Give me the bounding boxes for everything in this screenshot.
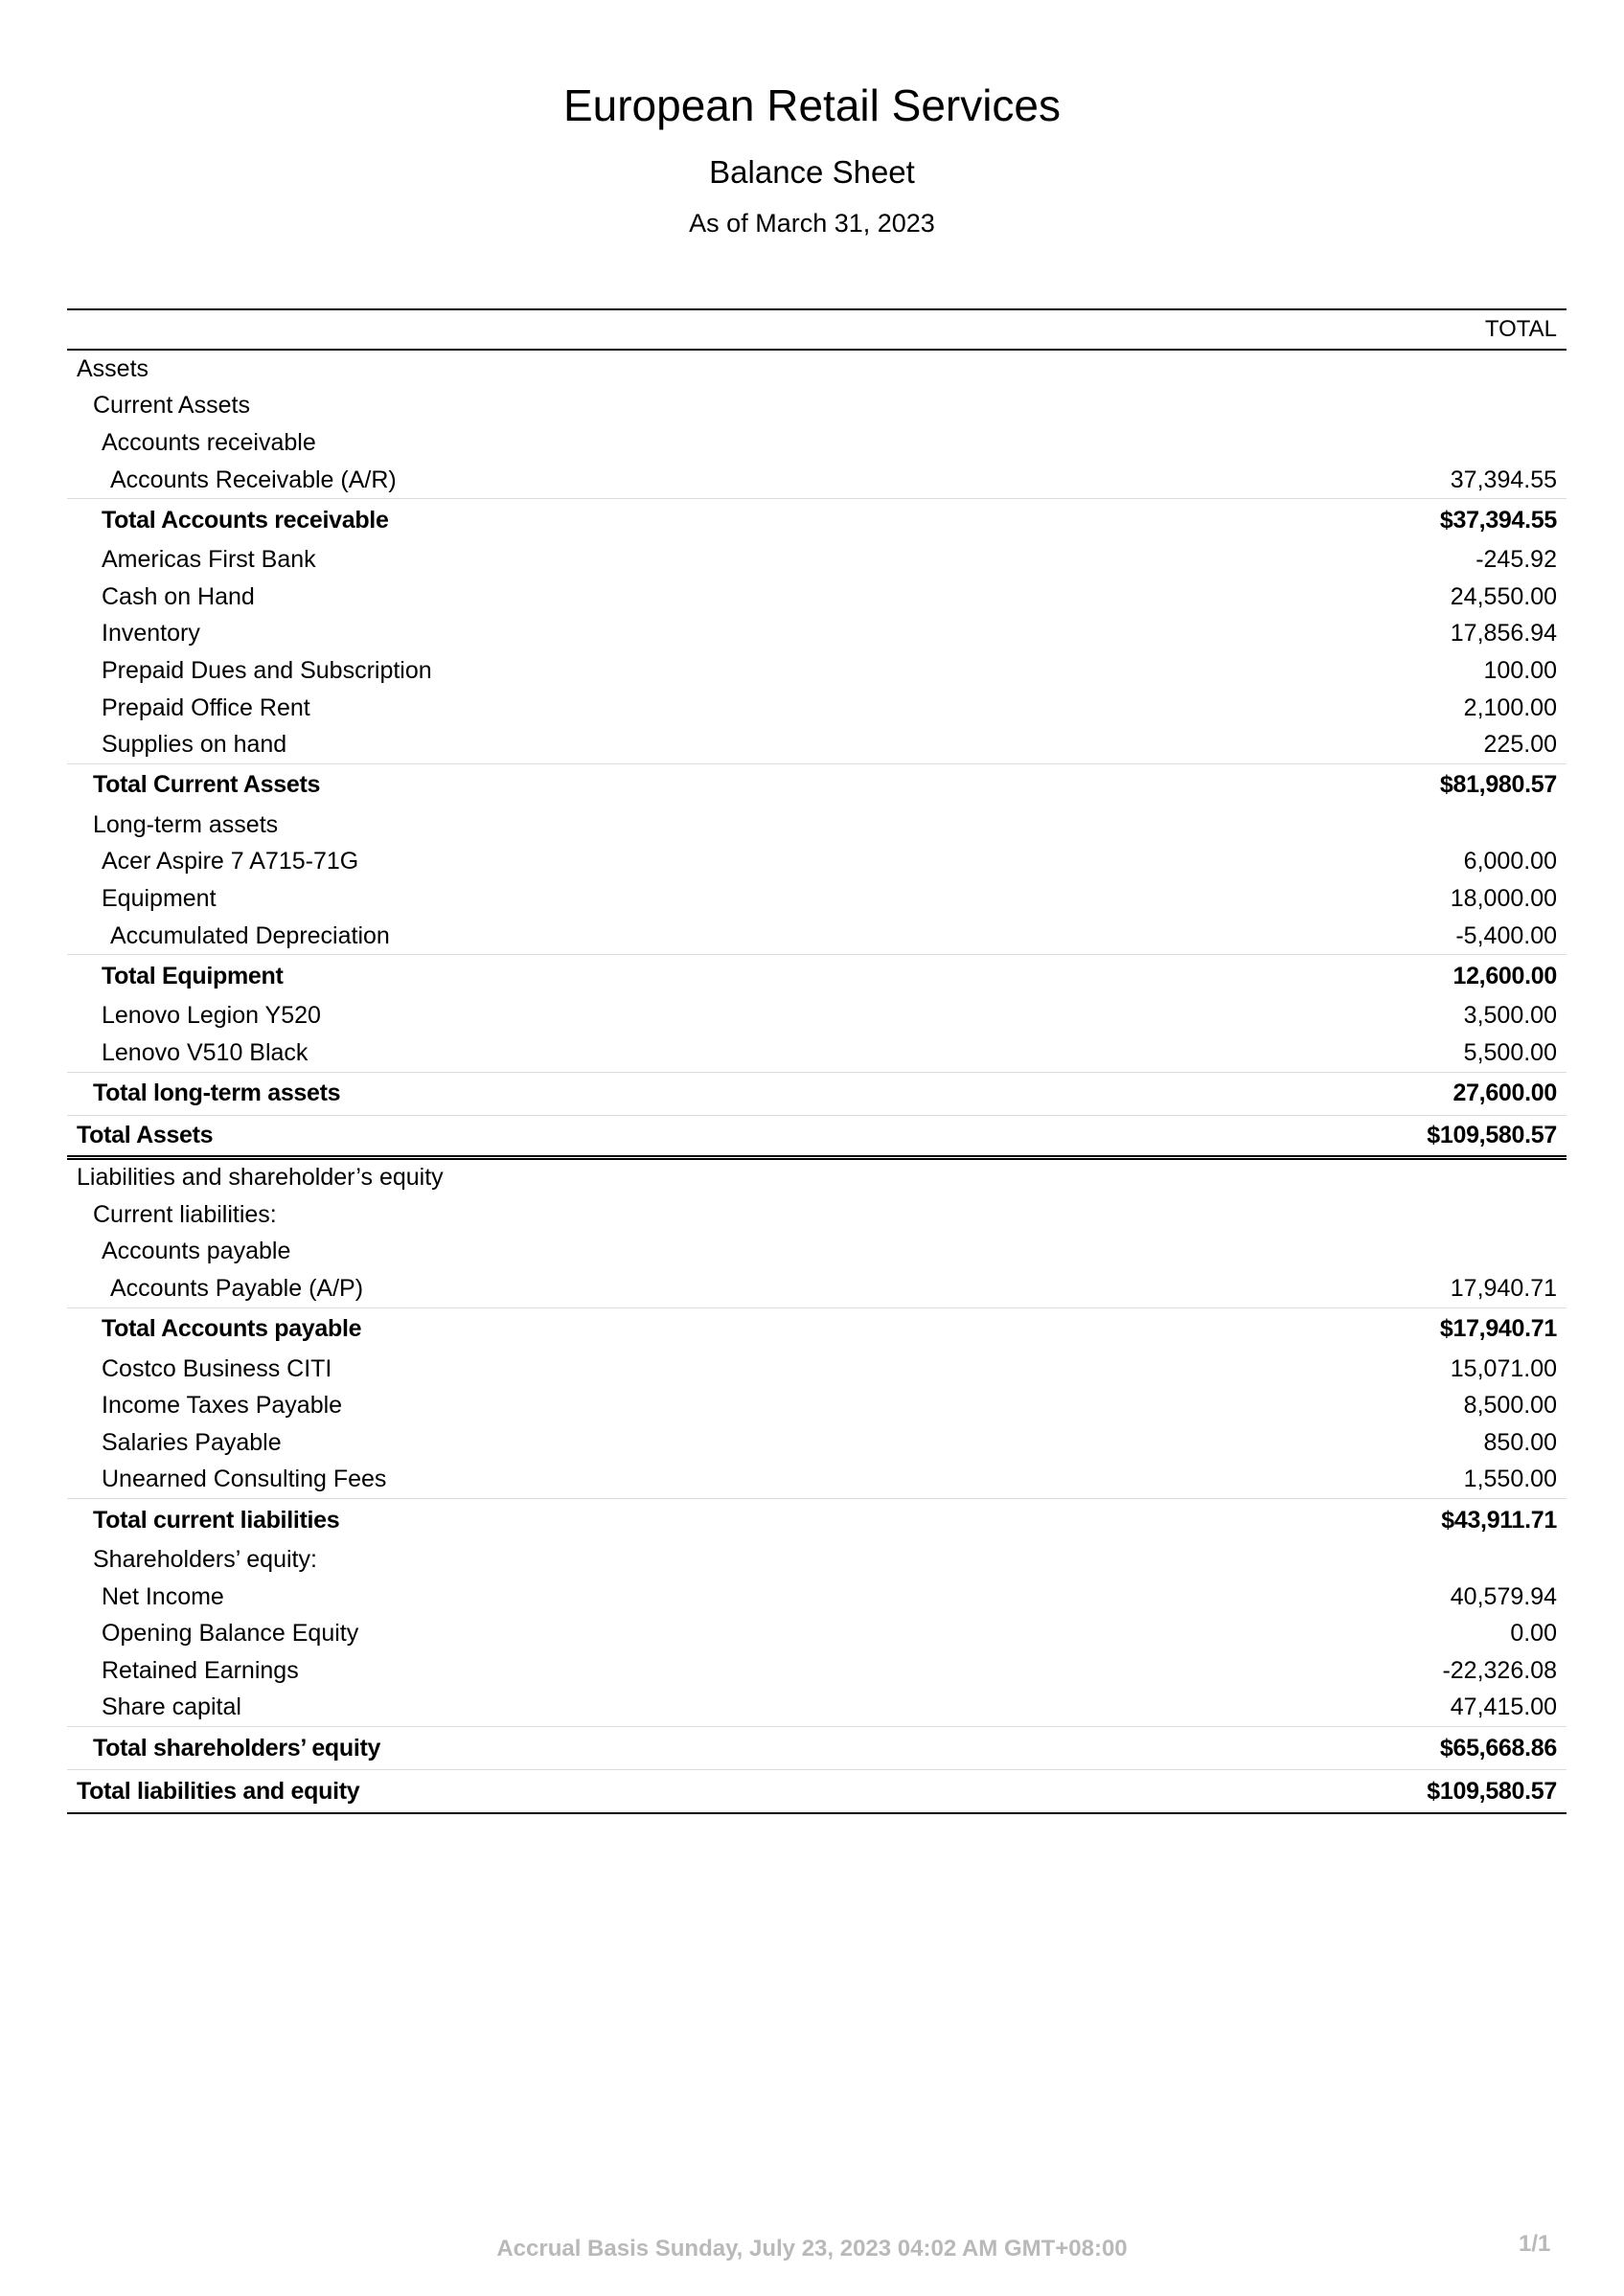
table-body xyxy=(67,351,1567,1814)
row-label: Opening Balance Equity xyxy=(102,1620,359,1648)
table-row xyxy=(67,690,1567,727)
row-value: -22,326.08 xyxy=(1442,1656,1557,1684)
table-row xyxy=(67,424,1567,462)
row-value: 225.00 xyxy=(1483,731,1557,759)
row-value: 8,500.00 xyxy=(1463,1392,1557,1420)
row-value: 18,000.00 xyxy=(1450,884,1557,912)
row-label: Total liabilities and equity xyxy=(77,1777,360,1805)
row-label: Accumulated Depreciation xyxy=(110,921,390,949)
row-label: Total long-term assets xyxy=(93,1080,341,1106)
table-row xyxy=(67,844,1567,881)
row-label: Total Equipment xyxy=(102,962,284,989)
row-label: Accounts Receivable (A/R) xyxy=(110,466,397,493)
row-label: Costco Business CITI xyxy=(102,1354,332,1382)
row-label: Assets xyxy=(77,354,149,382)
table-row xyxy=(67,1160,1567,1197)
row-value: 17,856.94 xyxy=(1450,620,1557,648)
table-row xyxy=(67,997,1567,1034)
row-label: Lenovo Legion Y520 xyxy=(102,1002,321,1030)
table-row xyxy=(67,1424,1567,1462)
table-row xyxy=(67,918,1567,955)
balance-sheet-table xyxy=(67,308,1567,1814)
row-label: Net Income xyxy=(102,1582,224,1610)
table-row xyxy=(67,1196,1567,1234)
table-row xyxy=(67,462,1567,499)
row-label: Supplies on hand xyxy=(102,731,287,759)
row-value: 6,000.00 xyxy=(1463,848,1557,875)
company-name: European Retail Services xyxy=(562,80,1062,130)
table-row xyxy=(67,1579,1567,1616)
table-row xyxy=(67,1652,1567,1690)
report-date: As of March 31, 2023 xyxy=(689,209,935,238)
table-row xyxy=(67,880,1567,918)
row-value: 100.00 xyxy=(1483,656,1557,684)
row-label: Total shareholders’ equity xyxy=(93,1734,381,1762)
row-value: 17,940.71 xyxy=(1450,1275,1557,1303)
total-row xyxy=(67,1072,1567,1115)
column-header-total xyxy=(67,310,1567,351)
row-label: Share capital xyxy=(102,1694,241,1721)
row-label: Accounts Payable (A/P) xyxy=(110,1275,364,1303)
table-row xyxy=(67,1351,1567,1388)
table-row xyxy=(67,1462,1567,1499)
row-label: Lenovo V510 Black xyxy=(102,1038,309,1066)
report-title: Balance Sheet xyxy=(709,154,915,190)
table-row xyxy=(67,1234,1567,1271)
row-label: Shareholders’ equity: xyxy=(93,1546,317,1574)
row-label: Cash on Hand xyxy=(102,582,255,610)
row-label: Long-term assets xyxy=(93,810,279,838)
row-label: Total Accounts payable xyxy=(102,1315,362,1343)
row-value: $109,580.57 xyxy=(1427,1777,1557,1805)
row-value: 1,550.00 xyxy=(1463,1466,1557,1493)
row-value: $109,580.57 xyxy=(1427,1121,1557,1148)
total-row xyxy=(67,1769,1567,1814)
row-value: 37,394.55 xyxy=(1450,466,1557,493)
row-label: Retained Earnings xyxy=(102,1656,299,1684)
row-label: Liabilities and shareholder’s equity xyxy=(77,1164,444,1192)
table-row xyxy=(67,1270,1567,1307)
table-row xyxy=(67,351,1567,388)
row-label: Total Current Assets xyxy=(93,771,321,799)
column-header-label: TOTAL xyxy=(1484,316,1557,342)
row-value: -5,400.00 xyxy=(1455,921,1557,949)
row-label: Accounts receivable xyxy=(102,428,316,456)
footer-basis: Accrual Basis Sunday, July 23, 2023 04:02 AM GMT+08:00 xyxy=(496,2236,1128,2262)
row-value: 3,500.00 xyxy=(1463,1002,1557,1030)
row-value: 40,579.94 xyxy=(1450,1582,1557,1610)
row-value: 47,415.00 xyxy=(1450,1694,1557,1721)
row-label: Inventory xyxy=(102,620,200,648)
row-value: $43,911.71 xyxy=(1441,1506,1557,1534)
row-value: 15,071.00 xyxy=(1450,1354,1557,1382)
row-value: 850.00 xyxy=(1483,1428,1557,1456)
table-row xyxy=(67,1034,1567,1072)
row-label: Equipment xyxy=(102,884,217,912)
row-label: Prepaid Dues and Subscription xyxy=(102,656,432,684)
row-label: Accounts payable xyxy=(102,1238,291,1265)
table-row xyxy=(67,1690,1567,1727)
row-value: $65,668.86 xyxy=(1439,1734,1557,1762)
table-row xyxy=(67,1615,1567,1652)
row-label: Unearned Consulting Fees xyxy=(102,1466,387,1493)
row-label: Current Assets xyxy=(93,392,250,420)
table-row xyxy=(67,541,1567,579)
table-row xyxy=(67,579,1567,616)
table-row xyxy=(67,1541,1567,1579)
row-label: Income Taxes Payable xyxy=(102,1392,343,1420)
row-value: -245.92 xyxy=(1475,546,1557,574)
row-label: Americas First Bank xyxy=(102,546,316,574)
total-row xyxy=(67,954,1567,997)
row-label: Current liabilities: xyxy=(93,1200,277,1228)
row-label: Salaries Payable xyxy=(102,1428,282,1456)
row-value: 5,500.00 xyxy=(1463,1038,1557,1066)
table-row xyxy=(67,388,1567,425)
total-row xyxy=(67,498,1567,541)
row-value: 24,550.00 xyxy=(1450,582,1557,610)
total-row xyxy=(67,763,1567,807)
row-label: Total Assets xyxy=(77,1121,214,1148)
row-label: Acer Aspire 7 A715-71G xyxy=(102,848,359,875)
page-number: 1/1 xyxy=(1519,2231,1551,2257)
table-row xyxy=(67,652,1567,690)
row-value: 12,600.00 xyxy=(1452,962,1557,989)
table-row xyxy=(67,1387,1567,1424)
row-label: Prepaid Office Rent xyxy=(102,693,310,721)
table-row xyxy=(67,807,1567,844)
total-row xyxy=(67,1498,1567,1541)
row-value: 2,100.00 xyxy=(1463,693,1557,721)
row-label: Total Accounts receivable xyxy=(102,506,389,534)
row-label: Total current liabilities xyxy=(93,1506,340,1534)
total-row xyxy=(67,1307,1567,1351)
row-value: 0.00 xyxy=(1510,1620,1557,1648)
row-value: $37,394.55 xyxy=(1439,506,1557,534)
total-row xyxy=(67,1115,1567,1160)
row-value: 27,600.00 xyxy=(1452,1080,1557,1106)
table-row xyxy=(67,726,1567,763)
total-row xyxy=(67,1726,1567,1769)
row-value: $17,940.71 xyxy=(1439,1315,1557,1343)
table-row xyxy=(67,616,1567,653)
row-value: $81,980.57 xyxy=(1439,771,1557,799)
